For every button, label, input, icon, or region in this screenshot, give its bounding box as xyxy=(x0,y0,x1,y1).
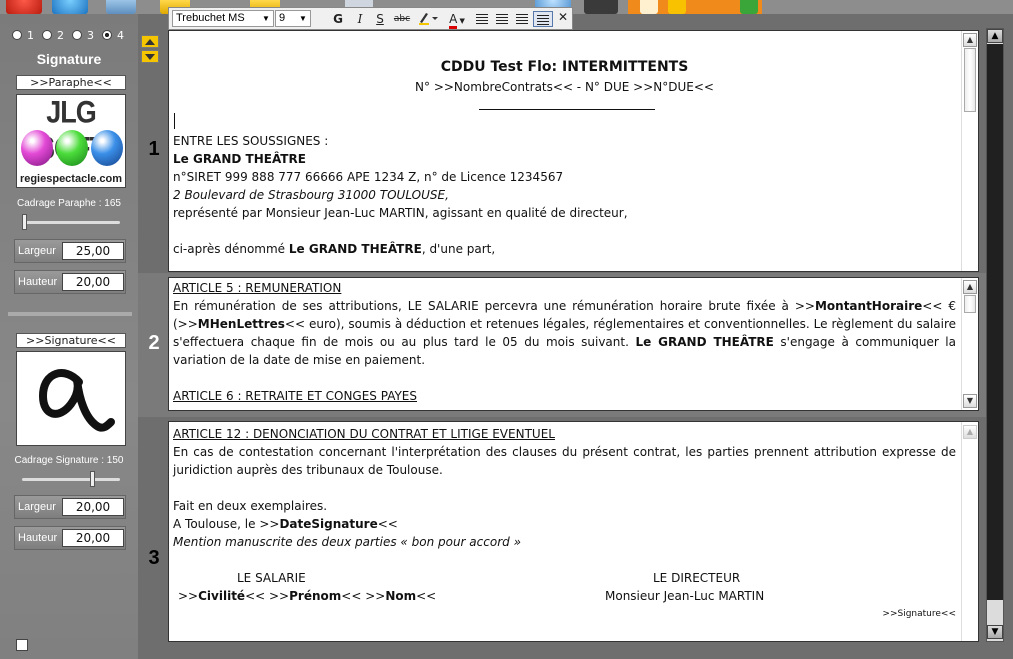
paraphe-hauteur-input[interactable]: 20,00 xyxy=(62,273,124,291)
sal-prenom: Prénom xyxy=(289,589,342,603)
signature-image[interactable] xyxy=(16,351,126,446)
main-scroll-down-button[interactable]: ▼ xyxy=(987,625,1003,639)
font-color-a: A xyxy=(449,12,457,29)
fait-line: Fait en deux exemplaires. xyxy=(173,499,328,513)
p1-mid: << € (>> xyxy=(173,299,956,331)
main-scrollbar[interactable] xyxy=(986,28,1004,642)
align-center-button[interactable] xyxy=(493,11,511,27)
article-6-title xyxy=(173,387,956,405)
intro-line: ENTRE LES SOUSSIGNES : xyxy=(173,134,329,148)
main-scroll-up-button[interactable]: ▲ xyxy=(987,29,1003,43)
hauteur-label: Hauteur xyxy=(18,532,58,544)
panel-divider xyxy=(8,312,132,316)
close-toolbar-button[interactable]: ✕ xyxy=(557,10,569,24)
format-toolbar xyxy=(168,7,573,30)
align-left-button[interactable] xyxy=(473,11,491,27)
largeur-label: Largeur xyxy=(18,245,56,257)
font-name-value: Trebuchet MS xyxy=(176,12,245,24)
arrow-down-icon xyxy=(145,54,155,60)
p1-rest: << euro), soumis à déduction et retenues légales, réglementaires et conventionnelles. Le règlement du salaire s'effectuera chaque fin de mois ou au plus tard le 05 du mois suivant. xyxy=(173,317,956,349)
largeur-label: Largeur xyxy=(18,501,56,513)
slider-thumb[interactable] xyxy=(90,471,95,487)
paraphe-button[interactable]: >>Paraphe<< xyxy=(16,75,126,90)
cadrage-signature-label: Cadrage Signature : 150 xyxy=(14,455,124,466)
bold-button[interactable]: G xyxy=(333,12,343,26)
article-12-title xyxy=(173,425,956,443)
sal-mid2: << >> xyxy=(341,589,386,603)
underline-button[interactable]: S xyxy=(376,12,384,26)
section-1-scrollbar[interactable] xyxy=(961,31,978,271)
logo-subtext: regiespectacle.com xyxy=(19,173,123,185)
note-icon[interactable] xyxy=(668,0,686,14)
align-left-icon xyxy=(476,14,488,24)
font-size-value: 9 xyxy=(279,12,286,24)
siret-line: n°SIRET 999 888 777 66666 APE 1234 Z, n° de Licence 1234567 xyxy=(173,170,564,184)
highlight-button[interactable] xyxy=(415,11,441,27)
lieu-post: << xyxy=(377,517,398,531)
mention-line: Mention manuscrite des deux parties « bon pour accord » xyxy=(173,535,521,549)
sal-civ: Civilité xyxy=(198,589,246,603)
hereafter-line xyxy=(173,240,956,258)
doc-icon[interactable] xyxy=(640,0,658,14)
cadrage-paraphe-slider[interactable] xyxy=(22,221,120,224)
scroll-up-button[interactable]: ▲ xyxy=(963,425,977,439)
align-justify-icon xyxy=(537,15,549,25)
cadrage-signature-slider[interactable] xyxy=(22,478,120,481)
italic-button[interactable]: I xyxy=(357,12,363,26)
option-checkbox[interactable] xyxy=(16,639,28,651)
lieu-bold: DateSignature xyxy=(279,517,378,531)
signature-panel xyxy=(0,14,138,659)
p1-end: s'engage à communiquer la variation de la date de mise en paiement. xyxy=(173,335,956,367)
align-right-button[interactable] xyxy=(513,11,531,27)
scroll-up-button[interactable]: ▲ xyxy=(963,280,977,294)
section-2-scrollbar[interactable] xyxy=(961,278,978,410)
cadrage-paraphe-label: Cadrage Paraphe : 165 xyxy=(17,198,121,209)
scroll-thumb[interactable] xyxy=(964,295,976,313)
scroll-down-button[interactable]: ▼ xyxy=(963,394,977,408)
article-6-title-text: ARTICLE 6 : RETRAITE ET CONGES PAYES xyxy=(173,389,418,403)
article-5-title-text: ARTICLE 5 : REMUNERATION xyxy=(173,281,342,295)
title-rule xyxy=(479,109,655,110)
lieu-line xyxy=(173,515,956,533)
handwritten-signature-icon xyxy=(17,352,125,445)
font-color-button[interactable] xyxy=(445,11,469,27)
text-cursor xyxy=(174,113,175,129)
main-scroll-thumb[interactable] xyxy=(987,44,1003,600)
page-radio-3[interactable] xyxy=(72,30,82,40)
p1-b1: MontantHoraire xyxy=(814,299,923,313)
sal-nom: Nom xyxy=(385,589,417,603)
paraphe-largeur-field xyxy=(14,239,126,263)
article-12-paragraph: En cas de contestation concernant l'interprétation des clauses du présent contrat, les parties prennent attribution expresse de juridiction auprès des tribunaux de Toulouse. xyxy=(173,445,956,477)
arrow-up-icon xyxy=(145,39,155,45)
font-size-select[interactable] xyxy=(275,10,311,27)
address-line: 2 Boulevard de Strasbourg 31000 TOULOUSE, xyxy=(173,188,449,202)
p1-a: En rémunération de ses attributions, LE SALARIE percevra une rémunération horaire brute fixée à >> xyxy=(173,299,815,313)
paraphe-hauteur-field xyxy=(14,270,126,294)
page-selector: 1 2 3 4 xyxy=(12,29,130,42)
logo-text: JLG xyxy=(46,95,96,130)
lieu-pre: A Toulouse, le >> xyxy=(173,517,280,531)
salarie-label: LE SALARIE xyxy=(237,571,306,585)
highlighter-icon xyxy=(417,11,439,25)
section-3-scrollbar[interactable] xyxy=(961,422,978,641)
chevron-down-icon: ▼ xyxy=(262,14,270,23)
scroll-up-button[interactable]: ▲ xyxy=(963,33,977,47)
signature-hauteur-field xyxy=(14,526,126,550)
export-icon[interactable] xyxy=(740,0,758,14)
keyboard-icon[interactable] xyxy=(584,0,618,14)
chevron-down-icon: ▼ xyxy=(299,14,307,23)
p1-b3: Le GRAND THEÂTRE xyxy=(635,335,774,349)
signature-largeur-field xyxy=(14,495,126,519)
sal-post: << xyxy=(416,589,437,603)
represented-line: représenté par Monsieur Jean-Luc MARTIN, agissant en qualité de directeur, xyxy=(173,206,628,220)
p1-b2: MHenLettres xyxy=(197,317,285,331)
article-5-title xyxy=(173,279,956,297)
move-down-button[interactable] xyxy=(141,50,159,63)
article-5-paragraph xyxy=(173,297,956,369)
page-radio-4[interactable] xyxy=(102,30,112,40)
employer-name: Le GRAND THEÂTRE xyxy=(173,152,306,166)
section-3-editor[interactable] xyxy=(168,421,979,642)
signature-hauteur-input[interactable]: 20,00 xyxy=(62,529,124,547)
section-number-3: 3 xyxy=(148,547,160,569)
signature-largeur-input[interactable]: 20,00 xyxy=(62,498,124,516)
hereafter-bold: Le GRAND THEÂTRE xyxy=(288,242,422,256)
strike-button[interactable]: abc xyxy=(393,14,411,24)
hereafter-pre: ci-après dénommé xyxy=(173,242,289,256)
contract-title: CDDU Test Flo: INTERMITTENTS xyxy=(440,59,689,75)
move-up-button[interactable] xyxy=(141,35,159,48)
section-number-1: 1 xyxy=(148,138,160,160)
section-1-editor[interactable] xyxy=(168,30,979,272)
paraphe-largeur-input[interactable]: 25,00 xyxy=(62,242,124,260)
signature-button[interactable]: >>Signature<< xyxy=(16,333,126,348)
hauteur-label: Hauteur xyxy=(18,276,58,288)
section-number-2: 2 xyxy=(148,332,160,354)
panel-title: Signature xyxy=(36,51,102,67)
page-radio-2[interactable] xyxy=(42,30,52,40)
logo-ball-blue xyxy=(91,130,123,166)
logo-ball-pink xyxy=(21,130,53,166)
paraphe-image[interactable] xyxy=(16,94,126,188)
sal-pre: >> xyxy=(178,589,199,603)
folder-icon[interactable] xyxy=(106,0,136,14)
scroll-thumb[interactable] xyxy=(964,48,976,112)
signature-placeholder: >>Signature<< xyxy=(882,609,956,619)
font-name-select[interactable] xyxy=(172,10,274,27)
slider-thumb[interactable] xyxy=(22,214,27,230)
hereafter-post: , d'une part, xyxy=(421,242,496,256)
directeur-name: Monsieur Jean-Luc MARTIN xyxy=(605,589,765,603)
sal-mid1: << >> xyxy=(245,589,290,603)
chevron-down-icon: ▼ xyxy=(457,17,465,25)
align-center-icon xyxy=(496,14,508,24)
contract-subtitle: N° >>NombreContrats<< - N° DUE >>N°DUE<< xyxy=(415,80,714,94)
page-radio-1[interactable] xyxy=(12,30,22,40)
directeur-label: LE DIRECTEUR xyxy=(653,571,741,585)
align-justify-button[interactable] xyxy=(533,11,553,27)
section-2-editor[interactable] xyxy=(168,277,979,411)
refresh-icon[interactable] xyxy=(52,0,88,14)
close-app-icon[interactable] xyxy=(6,0,42,14)
logo-ball-green xyxy=(56,130,88,166)
article-12-title-text: ARTICLE 12 : DENONCIATION DU CONTRAT ET LITIGE EVENTUEL xyxy=(173,427,555,441)
align-right-icon xyxy=(516,14,528,24)
